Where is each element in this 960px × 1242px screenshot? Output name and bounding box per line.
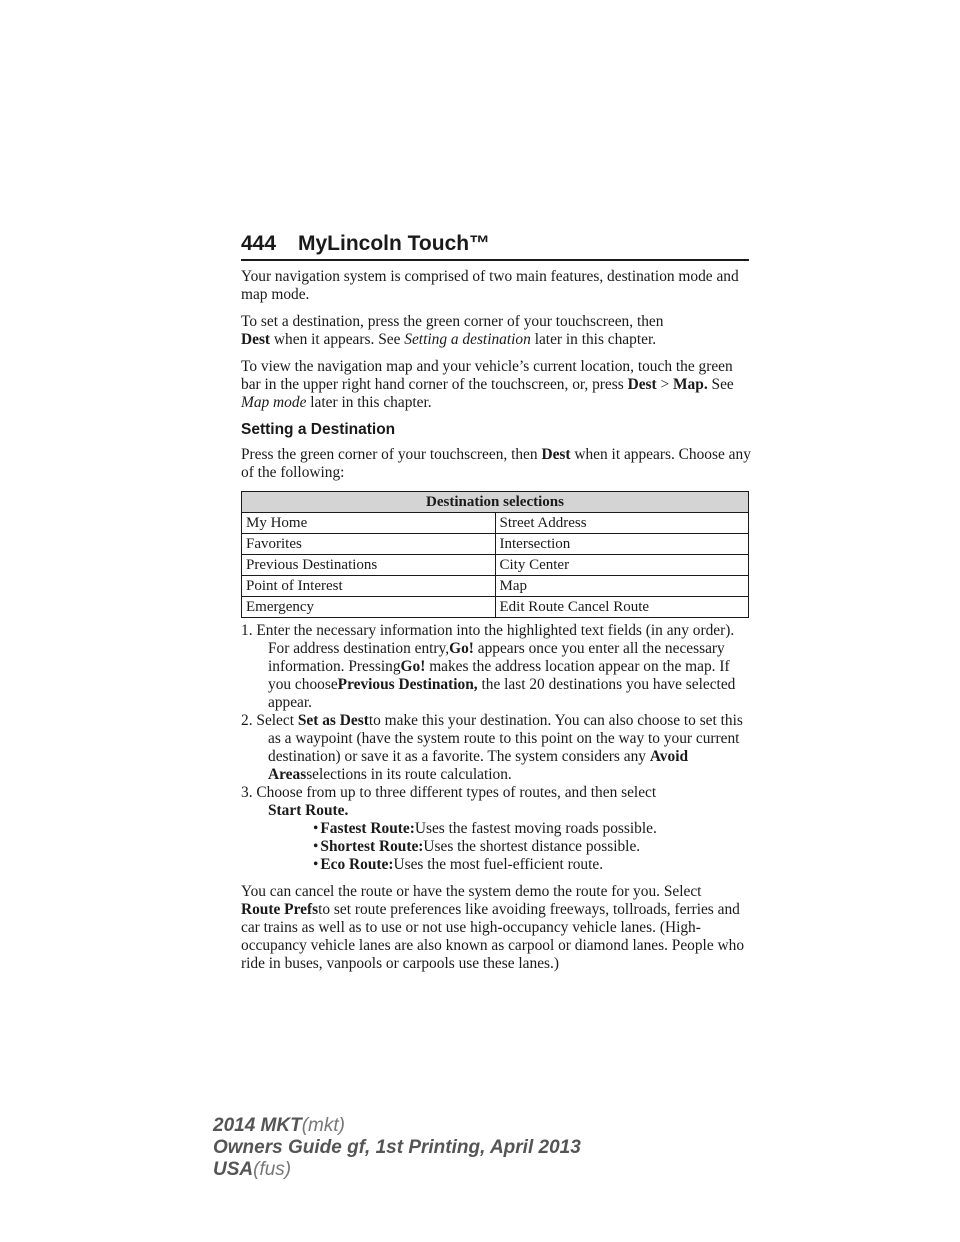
separator: > (656, 376, 674, 393)
text: later in this chapter. (534, 331, 657, 348)
table-row (242, 534, 749, 555)
route-prefs-term: Route Prefs (241, 901, 319, 918)
dest-term: Dest (241, 331, 271, 348)
text: 2. Select (241, 712, 294, 729)
go-term: Go! (400, 658, 426, 675)
fastest-route-term: Fastest Route: (320, 820, 415, 837)
dest-term: Dest (541, 446, 571, 463)
bullet-icon: • (313, 820, 319, 837)
text: See (707, 376, 734, 393)
avoid-areas-term: Avoid Areas (268, 748, 689, 783)
table-row (242, 513, 749, 534)
bullet-icon: • (313, 838, 319, 855)
text: Press the green corner of your touchscreen, then (241, 446, 538, 463)
table-header: Destination selections (242, 492, 749, 513)
list-item (241, 784, 751, 874)
table-cell: Emergency (242, 597, 496, 618)
footer-region: USA (213, 1159, 254, 1180)
page-footer (213, 1115, 581, 1181)
list-item (241, 712, 751, 784)
cross-reference-link[interactable]: Setting a destination (404, 331, 531, 348)
section-heading: Setting a Destination (241, 421, 396, 438)
text: To view the navigation map and your vehicle’s current location, touch the green bar in the upper right hand corner of the touchscreen, or, press (241, 358, 733, 393)
text: Uses the most fuel-efficient route. (393, 856, 604, 873)
section-paragraph (241, 446, 751, 482)
text: You can cancel the route or have the system demo the route for you. Select (241, 883, 702, 900)
table-cell: Street Address (495, 513, 749, 534)
table-row (242, 555, 749, 576)
list-item (241, 622, 751, 712)
closing-paragraph (241, 883, 751, 973)
text: later in this chapter. (310, 394, 432, 411)
footer-line-region (213, 1159, 581, 1181)
intro-paragraph-2 (241, 313, 751, 349)
dest-term: Dest (627, 376, 657, 393)
start-route-term: Start Route. (268, 802, 349, 819)
go-term: Go! (449, 640, 474, 657)
table-cell: Map (495, 576, 749, 597)
footer-region-code: (fus) (253, 1159, 292, 1180)
footer-guide: Owners Guide gf, 1st Printing, April 2013 (213, 1137, 581, 1158)
route-types-list (268, 820, 751, 874)
chapter-title: MyLincoln Touch™ (298, 232, 491, 255)
map-term: Map. (673, 376, 708, 393)
intro-paragraph-1 (241, 268, 751, 304)
shortest-route-term: Shortest Route: (320, 838, 424, 855)
table-cell: My Home (242, 513, 496, 534)
intro-paragraph-3 (241, 358, 751, 412)
table-cell: Intersection (495, 534, 749, 555)
text: selections in its route calculation. (306, 766, 512, 783)
text: to make this your destination. You can also choose to set this as a waypoint (have the system route to this point on the way to your current destination) or save it as a favorite. The system considers any (268, 712, 743, 765)
cross-reference-link[interactable]: Map mode (241, 394, 307, 411)
header-rule (241, 259, 749, 261)
steps-list (241, 622, 751, 874)
text: 3. Choose from up to three different types of routes, and then select (241, 784, 657, 801)
text: Uses the shortest distance possible. (423, 838, 641, 855)
page-header (241, 232, 749, 260)
table-row (242, 597, 749, 618)
table-cell: Edit Route Cancel Route (495, 597, 749, 618)
page-content (241, 268, 751, 982)
intro-text: Your navigation system is comprised of two main features, destination mode and map mode. (241, 268, 739, 303)
eco-route-term: Eco Route: (320, 856, 394, 873)
page-number: 444 (241, 232, 277, 255)
text: appears once you enter all the necessary information. Pressing (268, 640, 725, 675)
text: when it appears. Choose any of the following: (241, 446, 751, 481)
text: the last 20 destinations you have selected appear. (268, 676, 736, 711)
text: To set a destination, press the green corner of your touchscreen, then (241, 313, 664, 330)
text: makes the address location appear on the map. If you choose (268, 658, 730, 693)
text: 1. Enter the necessary information into the highlighted text fields (in any order). For address destination entry, (241, 622, 735, 657)
list-item (268, 838, 751, 856)
text: to set route preferences like avoiding freeways, tollroads, ferries and car trains as well as to use or not use high-occupancy vehicle lanes. (High-occupancy vehicle lanes are also known as carpool or diamond lanes. People who ride in buses, vanpools or carpools use these lanes.) (241, 901, 745, 972)
destination-selections-table (241, 491, 749, 618)
footer-line-model (213, 1115, 581, 1137)
table-cell: Point of Interest (242, 576, 496, 597)
bullet-icon: • (313, 856, 319, 873)
previous-destination-term: Previous Destination, (337, 676, 478, 693)
footer-model-code: (mkt) (301, 1115, 345, 1136)
list-item (268, 856, 751, 874)
table-row (242, 576, 749, 597)
footer-model: 2014 MKT (213, 1115, 302, 1136)
text: when it appears. See (273, 331, 401, 348)
footer-line-guide (213, 1137, 581, 1159)
table-cell: City Center (495, 555, 749, 576)
text: Uses the fastest moving roads possible. (414, 820, 657, 837)
table-cell: Favorites (242, 534, 496, 555)
table-cell: Previous Destinations (242, 555, 496, 576)
list-item (268, 820, 751, 838)
set-as-dest-term: Set as Dest (297, 712, 369, 729)
